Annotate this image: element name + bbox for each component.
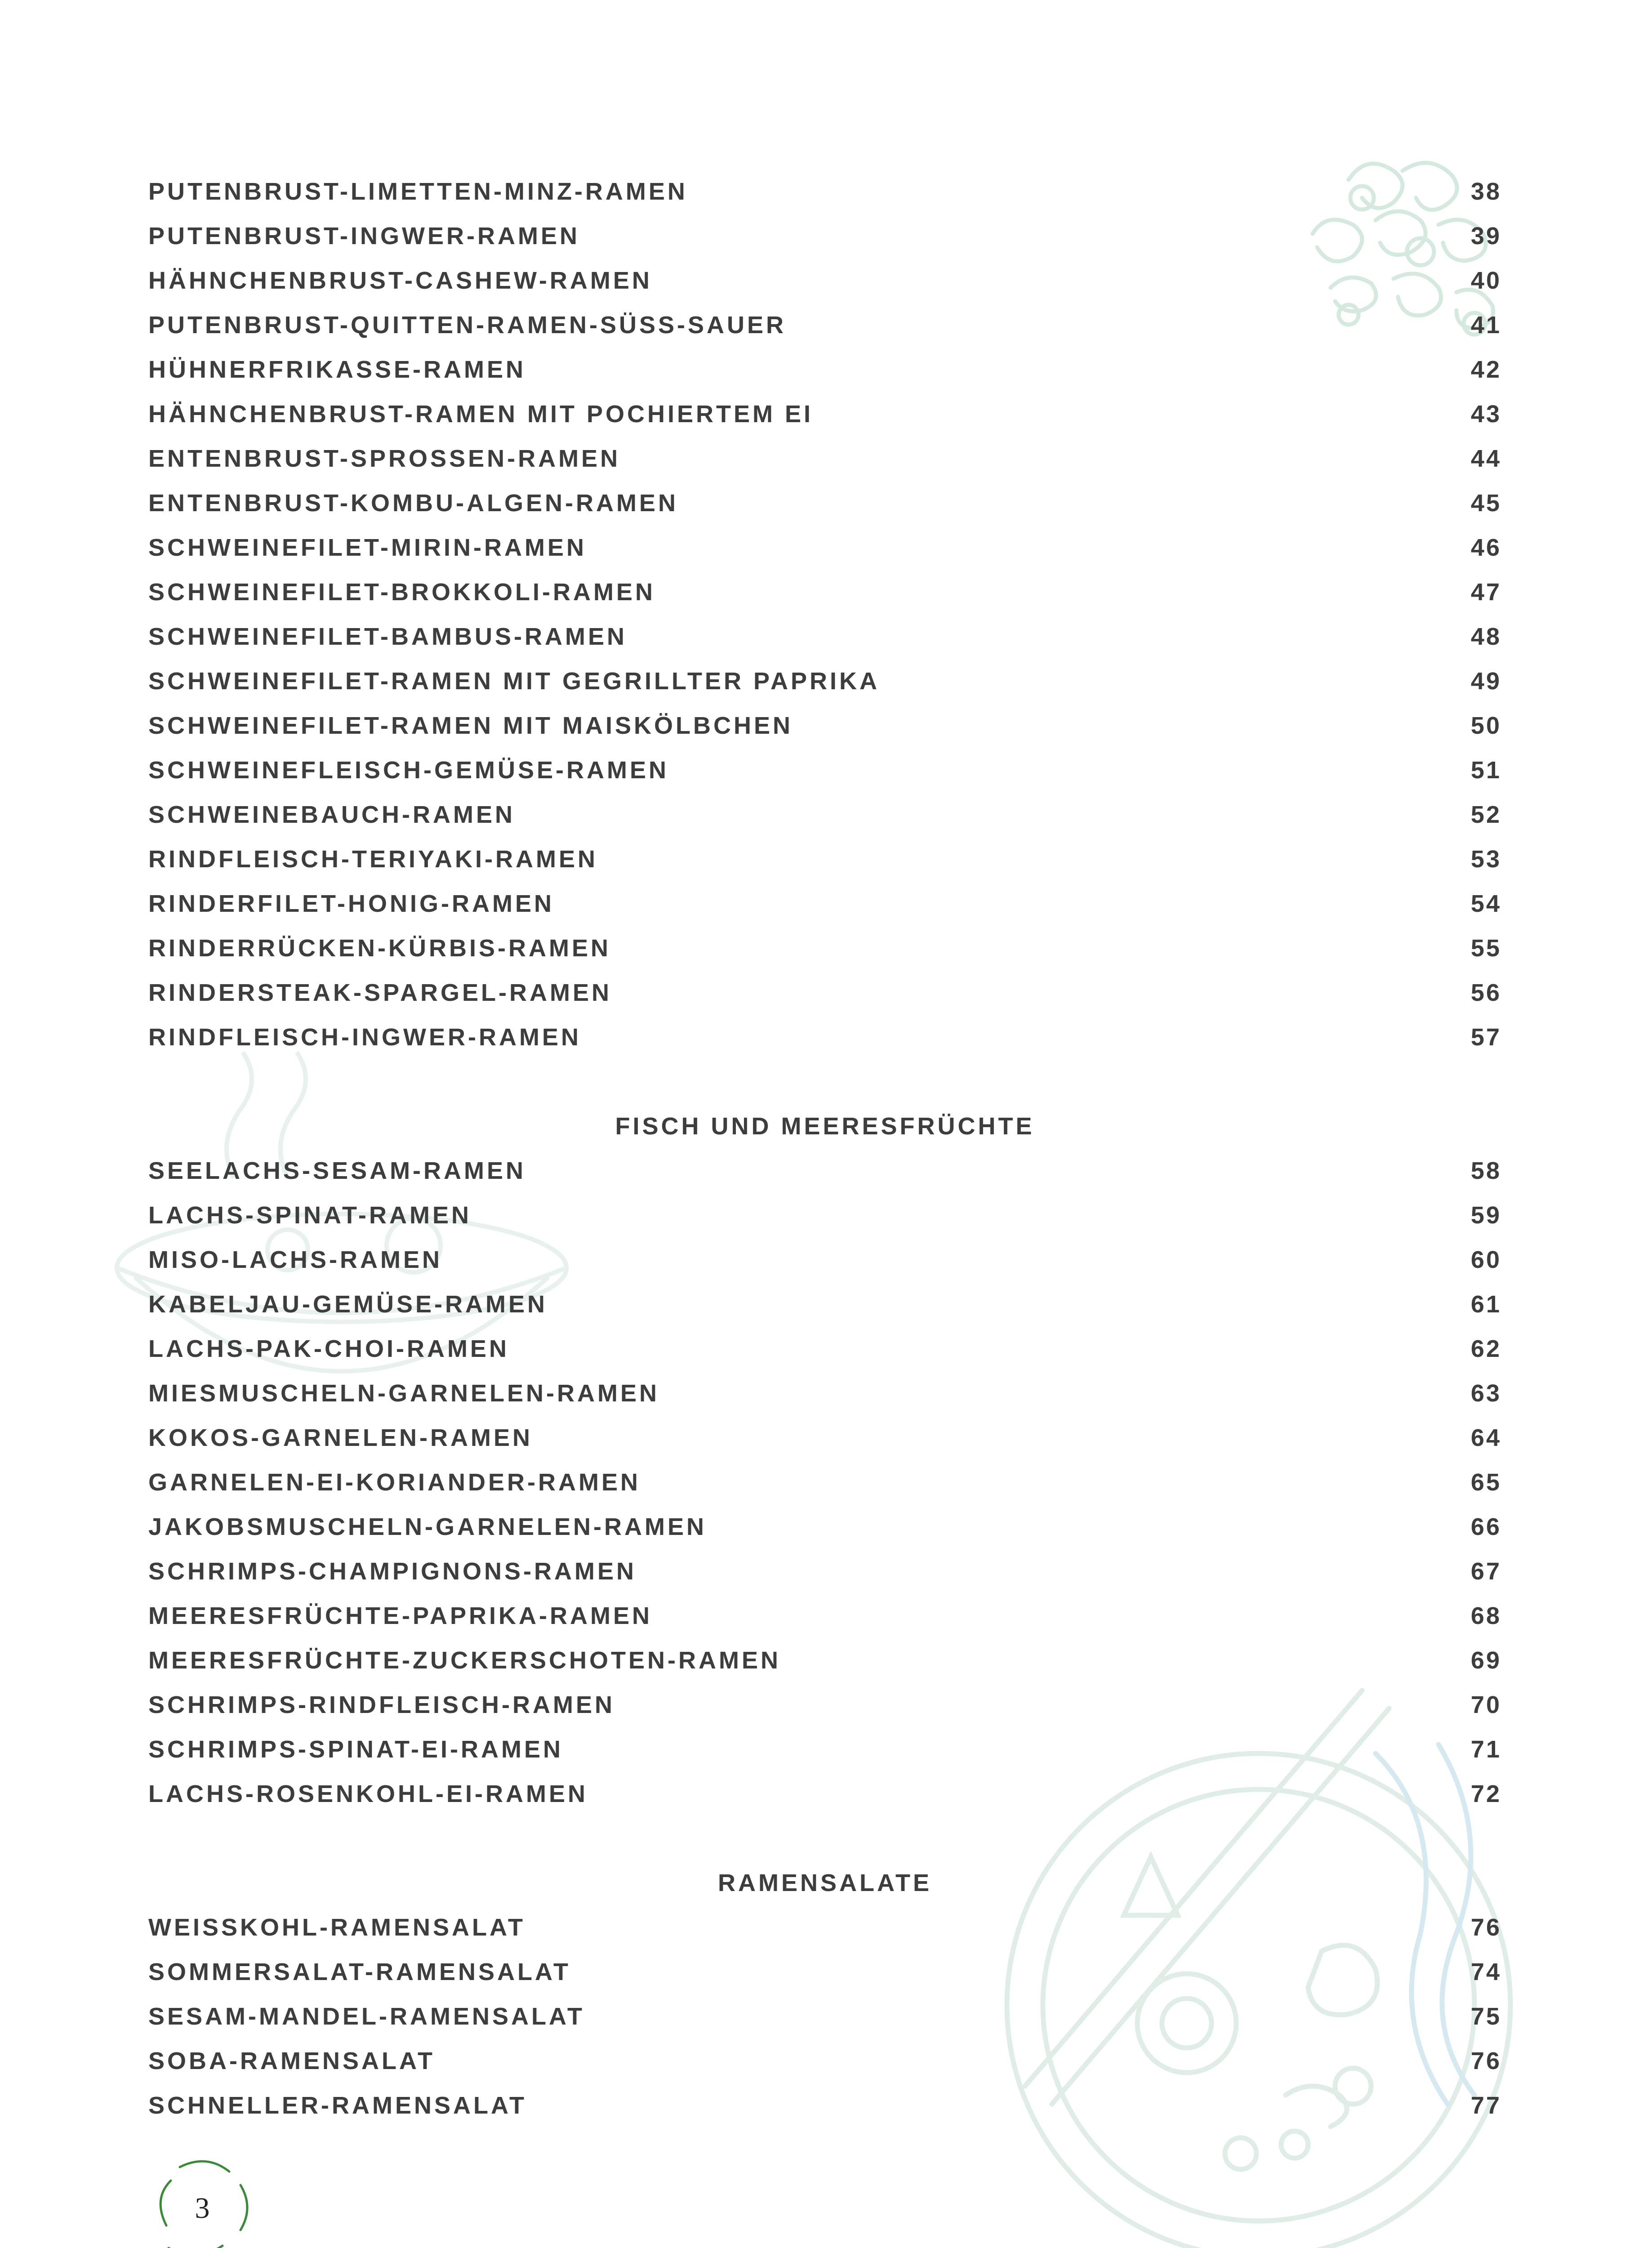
toc-entry-title: SOBA-RAMENSALAT xyxy=(148,2047,435,2074)
toc-entry-page: 67 xyxy=(1470,1557,1501,1585)
toc-entry-page: 72 xyxy=(1470,1780,1501,1807)
toc-entry-page: 64 xyxy=(1470,1424,1501,1451)
toc-entry xyxy=(148,169,1501,214)
toc-entry-title: SESAM-MANDEL-RAMENSALAT xyxy=(148,2003,585,2030)
toc-entry-title: MISO-LACHS-RAMEN xyxy=(148,1246,442,1273)
toc-entry-title: ENTENBRUST-SPROSSEN-RAMEN xyxy=(148,445,621,472)
toc-entry-title: PUTENBRUST-LIMETTEN-MINZ-RAMEN xyxy=(148,178,688,205)
toc-entry xyxy=(148,1549,1501,1593)
toc-entry xyxy=(148,970,1501,1015)
toc-entry-page: 48 xyxy=(1470,623,1501,650)
toc-entry-page: 62 xyxy=(1470,1335,1501,1362)
toc-entry-title: JAKOBSMUSCHELN-GARNELEN-RAMEN xyxy=(148,1513,707,1540)
toc-entry-title: SCHRIMPS-CHAMPIGNONS-RAMEN xyxy=(148,1557,637,1585)
section-heading: FISCH UND MEERESFRÜCHTE xyxy=(615,1112,1035,1140)
toc-entry xyxy=(148,1015,1501,1059)
toc-entry-page: 42 xyxy=(1470,356,1501,383)
toc-entry-title: SCHRIMPS-RINDFLEISCH-RAMEN xyxy=(148,1691,615,1718)
toc-entry-page: 38 xyxy=(1470,178,1501,205)
toc-entry xyxy=(148,1326,1501,1371)
toc-entry xyxy=(148,1237,1501,1282)
toc-entry xyxy=(148,392,1501,436)
toc-entry-page: 76 xyxy=(1470,1913,1501,1941)
toc-entry xyxy=(148,481,1501,525)
toc-entry xyxy=(148,926,1501,970)
toc-entry-title: SCHRIMPS-SPINAT-EI-RAMEN xyxy=(148,1735,564,1763)
toc-entry-title: LACHS-PAK-CHOI-RAMEN xyxy=(148,1335,509,1362)
toc-entry xyxy=(148,1771,1501,1816)
toc-entry-title: MEERESFRÜCHTE-PAPRIKA-RAMEN xyxy=(148,1602,653,1629)
toc-entry-page: 46 xyxy=(1470,534,1501,561)
toc-entry-page: 65 xyxy=(1470,1468,1501,1496)
toc-entry xyxy=(148,748,1501,792)
toc-entry xyxy=(148,570,1501,614)
toc-entry xyxy=(148,792,1501,837)
toc-entry xyxy=(148,837,1501,881)
section-heading: RAMENSALATE xyxy=(718,1869,932,1896)
toc-entry-title: KABELJAU-GEMÜSE-RAMEN xyxy=(148,1290,548,1318)
toc-entry-page: 40 xyxy=(1470,267,1501,294)
toc-entry-title: SCHWEINEFILET-BAMBUS-RAMEN xyxy=(148,623,627,650)
toc-entry-title: GARNELEN-EI-KORIANDER-RAMEN xyxy=(148,1468,641,1496)
toc-entry-page: 54 xyxy=(1470,890,1501,917)
toc-entry-page: 51 xyxy=(1470,756,1501,784)
toc-entry xyxy=(148,1148,1501,1193)
toc-entry xyxy=(148,1593,1501,1638)
toc-entry-title: RINDFLEISCH-TERIYAKI-RAMEN xyxy=(148,845,598,873)
toc-entry-page: 57 xyxy=(1470,1023,1501,1051)
toc-entry xyxy=(148,1282,1501,1326)
toc-entry-title: SCHWEINEFILET-RAMEN MIT MAISKÖLBCHEN xyxy=(148,712,793,739)
toc-entry xyxy=(148,1682,1501,1727)
toc-entry-title: PUTENBRUST-INGWER-RAMEN xyxy=(148,222,580,250)
toc-entry-title: SOMMERSALAT-RAMENSALAT xyxy=(148,1958,571,1985)
toc-entry-title: SCHWEINEFLEISCH-GEMÜSE-RAMEN xyxy=(148,756,669,784)
toc-entry-page: 41 xyxy=(1470,311,1501,339)
toc-entry-title: SCHWEINEFILET-MIRIN-RAMEN xyxy=(148,534,587,561)
toc-entry-title: RINDERSTEAK-SPARGEL-RAMEN xyxy=(148,979,612,1006)
toc-entry-page: 69 xyxy=(1470,1646,1501,1674)
toc-entry-title: LACHS-SPINAT-RAMEN xyxy=(148,1201,472,1229)
toc-entry-page: 56 xyxy=(1470,979,1501,1006)
toc-entry-page: 47 xyxy=(1470,578,1501,606)
toc-entry-title: KOKOS-GARNELEN-RAMEN xyxy=(148,1424,533,1451)
toc-entry-title: ENTENBRUST-KOMBU-ALGEN-RAMEN xyxy=(148,489,678,517)
toc-entry-title: SCHWEINEFILET-BROKKOLI-RAMEN xyxy=(148,578,655,606)
toc-entry-page: 43 xyxy=(1470,400,1501,428)
toc-entry-title: HÄHNCHENBRUST-RAMEN MIT POCHIERTEM EI xyxy=(148,400,814,428)
toc-entry-title: RINDERFILET-HONIG-RAMEN xyxy=(148,890,554,917)
toc-entry-title: LACHS-ROSENKOHL-EI-RAMEN xyxy=(148,1780,588,1807)
toc-entry-page: 70 xyxy=(1470,1691,1501,1718)
toc-entry xyxy=(148,703,1501,748)
toc-entry xyxy=(148,1504,1501,1549)
toc-entry-page: 39 xyxy=(1470,222,1501,250)
toc-entry-title: SCHWEINEFILET-RAMEN MIT GEGRILLTER PAPRIKA xyxy=(148,667,880,695)
toc-entry-page: 52 xyxy=(1470,801,1501,828)
toc-entry-page: 75 xyxy=(1470,2003,1501,2030)
toc-entry-title: SCHWEINEBAUCH-RAMEN xyxy=(148,801,515,828)
toc-entry xyxy=(148,1949,1501,1994)
toc-entry-title: MEERESFRÜCHTE-ZUCKERSCHOTEN-RAMEN xyxy=(148,1646,781,1674)
toc-entry-page: 59 xyxy=(1470,1201,1501,1229)
toc-entry-page: 68 xyxy=(1470,1602,1501,1629)
toc-entry-page: 63 xyxy=(1470,1379,1501,1407)
toc-entry-title: SCHNELLER-RAMENSALAT xyxy=(148,2092,527,2119)
toc-entry-page: 58 xyxy=(1470,1157,1501,1184)
toc-entry-title: SEELACHS-SESAM-RAMEN xyxy=(148,1157,526,1184)
toc-entry-page: 66 xyxy=(1470,1513,1501,1540)
toc-entry-page: 74 xyxy=(1470,1958,1501,1985)
toc-entry xyxy=(148,2083,1501,2128)
toc-entry xyxy=(148,659,1501,703)
toc-entry xyxy=(148,1638,1501,1682)
toc-entry xyxy=(148,1905,1501,1949)
toc-entry xyxy=(148,1994,1501,2038)
toc-entry-title: RINDERRÜCKEN-KÜRBIS-RAMEN xyxy=(148,934,611,962)
toc-entry-title: HÄHNCHENBRUST-CASHEW-RAMEN xyxy=(148,267,652,294)
toc-entry xyxy=(148,1727,1501,1771)
toc-entry xyxy=(148,1193,1501,1237)
toc-entry-page: 53 xyxy=(1470,845,1501,873)
toc-entry xyxy=(148,1415,1501,1460)
toc-entry-title: MIESMUSCHELN-GARNELEN-RAMEN xyxy=(148,1379,659,1407)
toc-entry-page: 55 xyxy=(1470,934,1501,962)
toc-entry-title: RINDFLEISCH-INGWER-RAMEN xyxy=(148,1023,581,1051)
toc-entry-page: 60 xyxy=(1470,1246,1501,1273)
toc-entry-page: 76 xyxy=(1470,2047,1501,2074)
toc-entry xyxy=(148,347,1501,392)
toc-entry-page: 71 xyxy=(1470,1735,1501,1763)
toc-entry xyxy=(148,881,1501,926)
toc-entry xyxy=(148,525,1501,570)
toc-entry-page: 61 xyxy=(1470,1290,1501,1318)
page-number: 3 xyxy=(195,2192,210,2225)
toc-entry-title: HÜHNERFRIKASSE-RAMEN xyxy=(148,356,526,383)
toc-entry xyxy=(148,436,1501,481)
toc-entry xyxy=(148,614,1501,659)
toc-entry xyxy=(148,2038,1501,2083)
toc-entry-page: 50 xyxy=(1470,712,1501,739)
toc-entry xyxy=(148,303,1501,347)
toc-entry-title: PUTENBRUST-QUITTEN-RAMEN-SÜSS-SAUER xyxy=(148,311,787,339)
toc-entry-page: 45 xyxy=(1470,489,1501,517)
toc-entry-title: WEISSKOHL-RAMENSALAT xyxy=(148,1913,525,1941)
toc-entry xyxy=(148,214,1501,258)
toc-entry-page: 44 xyxy=(1470,445,1501,472)
toc-entry-page: 77 xyxy=(1470,2092,1501,2119)
toc-entry xyxy=(148,258,1501,303)
toc-entry xyxy=(148,1460,1501,1504)
toc-entry xyxy=(148,1371,1501,1415)
toc-entry-page: 49 xyxy=(1470,667,1501,695)
